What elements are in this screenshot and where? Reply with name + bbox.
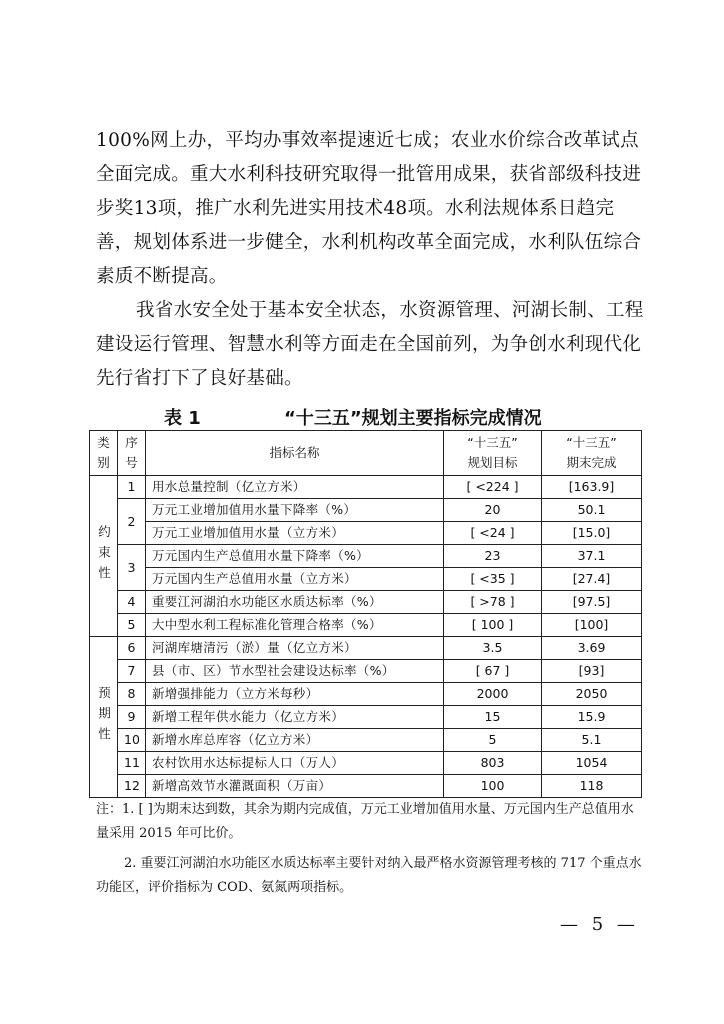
body-paragraph-1: 100%网上办，平均办事效率提速近七成；农业水价综合改革试点全面完成。重大水利科技研究取得一批管用成果，获省部级科技进步奖13项，推广水利先进实用技术48项。水利法规体系日趋完善，规划体系进一步健全，水利机构改革全面完成，水利队伍综合素质不断提高。 [96,130,642,287]
body-paragraph-2-text: 我省水安全处于基本安全状态，水资源管理、河湖长制、工程建设运行管理、智慧水利等方面走在全国前列，为争创水利现代化先行省打下了良好基础。 [96,300,644,389]
row-target: 20 [444,499,542,522]
table-row [90,660,642,683]
row-result: 5.1 [542,729,642,752]
body-paragraph-2 [96,294,644,396]
row-target: 3.5 [444,637,542,660]
row-target: 100 [444,775,542,798]
table-notes [96,798,644,900]
row-name: 万元国内生产总值用水量（立方米） [146,568,444,591]
row-name: 万元国内生产总值用水量下降率（%） [146,545,444,568]
row-name: 农村饮用水达标提标人口（万人） [146,752,444,775]
row-result: 15.9 [542,706,642,729]
row-result: 1054 [542,752,642,775]
row-result: [27.4] [542,568,642,591]
row-target: 23 [444,545,542,568]
row-name: 用水总量控制（亿立方米） [146,476,444,499]
row-seq: 5 [118,614,146,637]
row-name: 河湖库塘清污（淤）量（亿立方米） [146,637,444,660]
row-result: 3.69 [542,637,642,660]
row-seq: 6 [118,637,146,660]
row-target: [ <224 ] [444,476,542,499]
table-row [90,499,642,522]
table-caption [0,404,724,429]
row-seq: 9 [118,706,146,729]
note-2: 2. 重要江河湖泊水功能区水质达标率主要针对纳入最严格水资源管理考核的 717 个重点水功能区，评价指标为 COD、氨氮两项指标。 [96,856,642,895]
row-result: [93] [542,660,642,683]
row-target: 803 [444,752,542,775]
table-row [90,775,642,798]
row-target: 2000 [444,683,542,706]
header-name: 指标名称 [146,431,444,476]
row-result: 50.1 [542,499,642,522]
row-seq: 12 [118,775,146,798]
table-row [90,614,642,637]
table-label: 表 1 [164,408,201,429]
table-row [90,522,642,545]
row-name: 重要江河湖泊水功能区水质达标率（%） [146,591,444,614]
table-title: “十三五”规划主要指标完成情况 [284,408,542,429]
row-seq: 3 [118,545,146,591]
group-expected: 预期性 [90,637,118,798]
row-result: [97.5] [542,591,642,614]
table-row [90,476,642,499]
table-row [90,637,642,660]
page-number: — 5 — [560,914,639,935]
group-binding: 约束性 [90,476,118,637]
row-seq: 10 [118,729,146,752]
row-result: [15.0] [542,522,642,545]
row-seq: 2 [118,499,146,545]
row-name: 万元工业增加值用水量（立方米） [146,522,444,545]
row-seq: 8 [118,683,146,706]
row-target: [ 67 ] [444,660,542,683]
table-row [90,752,642,775]
table-row [90,568,642,591]
row-result: [163.9] [542,476,642,499]
row-name: 县（市、区）节水型社会建设达标率（%） [146,660,444,683]
row-target: [ >78 ] [444,591,542,614]
row-seq: 1 [118,476,146,499]
table-row [90,591,642,614]
table-row [90,683,642,706]
note-1: 注：1. [ ]为期末达到数，其余为期内完成值，万元工业增加值用水量、万元国内生产总值用水量采用 2015 年可比价。 [96,802,634,841]
row-target: [ 100 ] [444,614,542,637]
table-row [90,729,642,752]
row-result: 37.1 [542,545,642,568]
row-result: 118 [542,775,642,798]
row-name: 新增水库总库容（亿立方米） [146,729,444,752]
table-row [90,706,642,729]
row-target: 5 [444,729,542,752]
indicator-table [89,430,642,798]
header-target: “十三五” 规划目标 [444,431,542,476]
row-name: 万元工业增加值用水量下降率（%） [146,499,444,522]
row-seq: 4 [118,591,146,614]
table-row [90,545,642,568]
header-seq: 序 号 [118,431,146,476]
row-target: [ <35 ] [444,568,542,591]
table-header-row [90,431,642,476]
row-name: 新增高效节水灌溉面积（万亩） [146,775,444,798]
row-name: 大中型水利工程标准化管理合格率（%） [146,614,444,637]
header-result: “十三五” 期末完成 [542,431,642,476]
row-seq: 11 [118,752,146,775]
row-name: 新增强排能力（立方米每秒） [146,683,444,706]
row-seq: 7 [118,660,146,683]
row-name: 新增工程年供水能力（亿立方米） [146,706,444,729]
row-result: [100] [542,614,642,637]
row-target: 15 [444,706,542,729]
row-result: 2050 [542,683,642,706]
header-type: 类 别 [90,431,118,476]
row-target: [ <24 ] [444,522,542,545]
